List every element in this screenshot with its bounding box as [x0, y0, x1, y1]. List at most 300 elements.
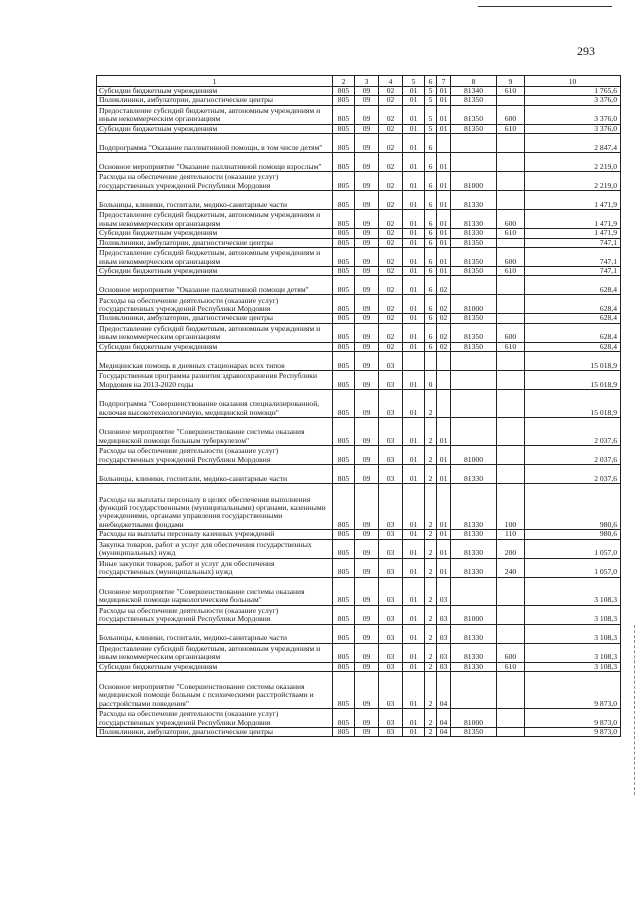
code-cell: 09	[355, 352, 379, 371]
code-cell: 81350	[451, 124, 497, 133]
table-row	[97, 96, 621, 105]
row-name-cell: Больницы, клиники, госпитали, медико-санитарные части	[97, 191, 333, 210]
code-cell: 805	[333, 728, 355, 737]
code-cell: 01	[403, 342, 425, 351]
code-cell: 01	[403, 191, 425, 210]
row-name-cell: Расходы на выплаты персоналу казенных учреждений	[97, 530, 333, 539]
table-row	[97, 342, 621, 351]
code-cell	[497, 238, 525, 247]
code-cell: 805	[333, 153, 355, 172]
column-header: 6	[425, 76, 437, 87]
code-cell: 03	[379, 352, 403, 371]
column-header: 10	[525, 76, 621, 87]
header-rule	[478, 6, 612, 7]
table-body	[97, 87, 621, 737]
code-cell: 09	[355, 172, 379, 191]
code-cell: 2	[425, 418, 437, 446]
amount-cell: 3 376,0	[525, 105, 621, 124]
code-cell: 09	[355, 96, 379, 105]
code-cell: 805	[333, 530, 355, 539]
code-cell: 09	[355, 418, 379, 446]
code-cell: 81330	[451, 558, 497, 577]
code-cell: 03	[437, 624, 451, 643]
code-cell: 6	[425, 267, 437, 276]
table-row	[97, 728, 621, 737]
code-cell: 03	[379, 465, 403, 484]
code-cell: 805	[333, 662, 355, 671]
code-cell: 81000	[451, 605, 497, 624]
code-cell	[497, 672, 525, 709]
code-cell: 2	[425, 605, 437, 624]
code-cell: 81000	[451, 172, 497, 191]
table-row	[97, 191, 621, 210]
code-cell: 09	[355, 577, 379, 605]
code-cell: 600	[497, 105, 525, 124]
code-cell: 01	[403, 124, 425, 133]
code-cell	[497, 624, 525, 643]
code-cell: 805	[333, 558, 355, 577]
code-cell: 600	[497, 248, 525, 267]
code-cell: 02	[379, 314, 403, 323]
table-row	[97, 134, 621, 153]
column-header: 8	[451, 76, 497, 87]
code-cell: 5	[425, 105, 437, 124]
code-cell: 03	[379, 390, 403, 418]
code-cell: 01	[437, 87, 451, 96]
code-cell: 81000	[451, 295, 497, 314]
amount-cell: 3 376,0	[525, 124, 621, 133]
amount-cell: 628,4	[525, 276, 621, 295]
table-row	[97, 484, 621, 530]
code-cell: 81330	[451, 210, 497, 229]
row-name-cell: Расходы на обеспечение деятельности (оказание услуг) государственных учреждений Республики Мордовия	[97, 172, 333, 191]
row-name-cell: Предоставление субсидий бюджетным, автономным учреждениям и иным некоммерческим организациям	[97, 248, 333, 267]
code-cell	[451, 418, 497, 446]
code-cell: 03	[379, 484, 403, 530]
code-cell: 81330	[451, 643, 497, 662]
code-cell: 01	[403, 248, 425, 267]
code-cell: 03	[379, 662, 403, 671]
table-row	[97, 530, 621, 539]
code-cell: 01	[403, 267, 425, 276]
code-cell: 03	[379, 530, 403, 539]
amount-cell: 628,4	[525, 314, 621, 323]
row-name-cell: Предоставление субсидий бюджетным, автономным учреждениям и иным некоммерческим организациям	[97, 323, 333, 342]
code-cell: 03	[379, 418, 403, 446]
row-name-cell: Расходы на обеспечение деятельности (оказание услуг) государственных учреждений Республики Мордовия	[97, 709, 333, 728]
amount-cell: 9 873,0	[525, 709, 621, 728]
code-cell	[497, 605, 525, 624]
code-cell: 805	[333, 709, 355, 728]
code-cell: 01	[437, 238, 451, 247]
row-name-cell: Основное мероприятие "Совершенствование системы оказания медицинской помощи наркологическим больным"	[97, 577, 333, 605]
code-cell	[451, 352, 497, 371]
code-cell: 5	[425, 96, 437, 105]
code-cell: 03	[437, 577, 451, 605]
code-cell: 6	[425, 323, 437, 342]
row-name-cell: Расходы на обеспечение деятельности (оказание услуг) государственных учреждений Республики Мордовия	[97, 295, 333, 314]
amount-cell: 2 037,6	[525, 446, 621, 465]
code-cell: 01	[437, 191, 451, 210]
table-row	[97, 87, 621, 96]
amount-cell: 628,4	[525, 295, 621, 314]
table-row	[97, 124, 621, 133]
code-cell: 01	[403, 484, 425, 530]
page-number: 293	[577, 44, 595, 58]
table-row	[97, 267, 621, 276]
code-cell	[451, 390, 497, 418]
code-cell: 805	[333, 276, 355, 295]
code-cell: 610	[497, 342, 525, 351]
code-cell: 09	[355, 662, 379, 671]
code-cell: 01	[403, 605, 425, 624]
code-cell: 09	[355, 105, 379, 124]
code-cell: 01	[403, 643, 425, 662]
row-name-cell: Предоставление субсидий бюджетным, автономным учреждениям и иным некоммерческим организациям	[97, 643, 333, 662]
row-name-cell: Больницы, клиники, госпитали, медико-санитарные части	[97, 465, 333, 484]
code-cell: 03	[437, 662, 451, 671]
code-cell: 09	[355, 371, 379, 390]
code-cell: 100	[497, 484, 525, 530]
amount-cell: 1 471,9	[525, 191, 621, 210]
row-name-cell: Иные закупки товаров, работ и услуг для обеспечения государственных (муниципальных) нужд	[97, 558, 333, 577]
code-cell: 805	[333, 605, 355, 624]
code-cell: 02	[379, 87, 403, 96]
code-cell: 01	[403, 662, 425, 671]
code-cell	[497, 390, 525, 418]
amount-cell: 1 765,6	[525, 87, 621, 96]
code-cell	[497, 418, 525, 446]
amount-cell: 1 471,9	[525, 210, 621, 229]
amount-cell: 2 037,6	[525, 465, 621, 484]
code-cell: 6	[425, 134, 437, 153]
table-row	[97, 153, 621, 172]
code-cell: 110	[497, 530, 525, 539]
code-cell: 805	[333, 484, 355, 530]
code-cell: 6	[425, 229, 437, 238]
code-cell: 6	[425, 314, 437, 323]
code-cell: 81350	[451, 342, 497, 351]
code-cell: 2	[425, 662, 437, 671]
row-name-cell: Поликлиники, амбулатории, диагностические центры	[97, 314, 333, 323]
code-cell: 0	[425, 371, 437, 390]
code-cell	[497, 709, 525, 728]
code-cell: 81350	[451, 323, 497, 342]
table-row	[97, 643, 621, 662]
code-cell: 09	[355, 465, 379, 484]
code-cell: 09	[355, 124, 379, 133]
table-row	[97, 276, 621, 295]
code-cell: 805	[333, 238, 355, 247]
code-cell: 81330	[451, 229, 497, 238]
code-cell: 600	[497, 643, 525, 662]
table-row	[97, 238, 621, 247]
code-cell	[497, 96, 525, 105]
code-cell: 04	[437, 728, 451, 737]
code-cell: 610	[497, 124, 525, 133]
code-cell: 2	[425, 465, 437, 484]
code-cell: 09	[355, 248, 379, 267]
code-cell: 805	[333, 96, 355, 105]
code-cell: 600	[497, 323, 525, 342]
code-cell: 81350	[451, 728, 497, 737]
row-name-cell: Основное мероприятие "Совершенствование системы оказания медицинской помощи больным с психическими расстройствами и расстройствами поведения"	[97, 672, 333, 709]
row-name-cell: Субсидии бюджетным учреждениям	[97, 662, 333, 671]
code-cell: 03	[379, 672, 403, 709]
code-cell: 02	[379, 267, 403, 276]
code-cell: 81330	[451, 530, 497, 539]
code-cell: 805	[333, 446, 355, 465]
code-cell: 03	[379, 624, 403, 643]
amount-cell: 3 108,3	[525, 605, 621, 624]
code-cell: 09	[355, 728, 379, 737]
code-cell: 200	[497, 539, 525, 558]
code-cell: 01	[403, 153, 425, 172]
column-header: 1	[97, 76, 333, 87]
code-cell	[425, 352, 437, 371]
table-row	[97, 577, 621, 605]
code-cell: 09	[355, 390, 379, 418]
code-cell: 81330	[451, 484, 497, 530]
code-cell: 01	[403, 276, 425, 295]
code-cell: 03	[437, 605, 451, 624]
code-cell: 610	[497, 229, 525, 238]
row-name-cell: Закупка товаров, работ и услуг для обеспечения государственных (муниципальных) нужд	[97, 539, 333, 558]
code-cell: 805	[333, 371, 355, 390]
code-cell: 01	[437, 267, 451, 276]
row-name-cell: Поликлиники, амбулатории, диагностические центры	[97, 238, 333, 247]
table-row	[97, 624, 621, 643]
code-cell: 805	[333, 134, 355, 153]
table-row	[97, 229, 621, 238]
amount-cell: 747,1	[525, 238, 621, 247]
code-cell: 01	[403, 558, 425, 577]
code-cell: 01	[403, 238, 425, 247]
code-cell: 805	[333, 643, 355, 662]
amount-cell: 3 376,0	[525, 96, 621, 105]
amount-cell: 2 847,4	[525, 134, 621, 153]
table-row	[97, 295, 621, 314]
code-cell: 03	[379, 446, 403, 465]
code-cell: 01	[403, 709, 425, 728]
code-cell: 09	[355, 643, 379, 662]
code-cell: 01	[403, 172, 425, 191]
code-cell: 03	[379, 371, 403, 390]
code-cell: 01	[403, 672, 425, 709]
code-cell: 09	[355, 323, 379, 342]
row-name-cell: Расходы на обеспечение деятельности (оказание услуг) государственных учреждений Республики Мордовия	[97, 446, 333, 465]
code-cell: 01	[403, 105, 425, 124]
code-cell: 805	[333, 210, 355, 229]
code-cell: 240	[497, 558, 525, 577]
code-cell	[497, 276, 525, 295]
code-cell: 09	[355, 342, 379, 351]
code-cell: 01	[437, 558, 451, 577]
code-cell: 09	[355, 295, 379, 314]
table-row	[97, 605, 621, 624]
code-cell: 01	[437, 465, 451, 484]
code-cell: 805	[333, 229, 355, 238]
row-name-cell: Субсидии бюджетным учреждениям	[97, 267, 333, 276]
code-cell: 805	[333, 465, 355, 484]
scan-edge-mark	[634, 625, 638, 795]
code-cell: 805	[333, 352, 355, 371]
code-cell: 81350	[451, 105, 497, 124]
code-cell: 81000	[451, 446, 497, 465]
code-cell: 09	[355, 134, 379, 153]
code-cell	[451, 276, 497, 295]
code-cell: 09	[355, 238, 379, 247]
code-cell: 805	[333, 87, 355, 96]
code-cell: 81330	[451, 465, 497, 484]
code-cell	[437, 352, 451, 371]
table-row	[97, 558, 621, 577]
code-cell: 02	[379, 172, 403, 191]
code-cell: 09	[355, 558, 379, 577]
code-cell: 2	[425, 484, 437, 530]
code-cell: 01	[437, 153, 451, 172]
code-cell: 01	[403, 229, 425, 238]
code-cell: 6	[425, 238, 437, 247]
amount-cell: 1 471,9	[525, 229, 621, 238]
code-cell	[437, 371, 451, 390]
code-cell: 09	[355, 267, 379, 276]
code-cell: 01	[437, 172, 451, 191]
amount-cell: 9 873,0	[525, 728, 621, 737]
code-cell: 02	[437, 295, 451, 314]
code-cell: 02	[379, 342, 403, 351]
amount-cell: 9 873,0	[525, 672, 621, 709]
code-cell: 805	[333, 314, 355, 323]
row-name-cell: Расходы на выплаты персоналу в целях обеспечения выполнения функций государственными (муниципальными) органами, казенными учреждениями, органами управления государственными внебюджетными фондами	[97, 484, 333, 530]
code-cell: 805	[333, 295, 355, 314]
code-cell: 09	[355, 530, 379, 539]
code-cell: 2	[425, 709, 437, 728]
amount-cell: 15 018,9	[525, 352, 621, 371]
code-cell: 01	[403, 295, 425, 314]
table-row	[97, 672, 621, 709]
code-cell: 610	[497, 267, 525, 276]
code-cell: 02	[379, 134, 403, 153]
code-cell	[497, 134, 525, 153]
row-name-cell: Предоставление субсидий бюджетным, автономным учреждениям и иным некоммерческим организациям	[97, 210, 333, 229]
column-header: 4	[379, 76, 403, 87]
row-name-cell: Субсидии бюджетным учреждениям	[97, 87, 333, 96]
row-name-cell: Подпрограмма "Оказание паллиативной помощи, в том числе детям"	[97, 134, 333, 153]
code-cell: 03	[379, 577, 403, 605]
row-name-cell: Поликлиники, амбулатории, диагностические центры	[97, 728, 333, 737]
row-name-cell: Расходы на обеспечение деятельности (оказание услуг) государственных учреждений Республики Мордовия	[97, 605, 333, 624]
row-name-cell: Государственная программа развития здравоохранения Республики Мордовия на 2013-2020 годы	[97, 371, 333, 390]
code-cell: 03	[379, 558, 403, 577]
code-cell: 6	[425, 342, 437, 351]
code-cell: 805	[333, 267, 355, 276]
code-cell: 09	[355, 605, 379, 624]
code-cell: 805	[333, 342, 355, 351]
code-cell	[437, 390, 451, 418]
code-cell: 09	[355, 210, 379, 229]
code-cell: 6	[425, 172, 437, 191]
code-cell: 02	[379, 210, 403, 229]
code-cell	[497, 295, 525, 314]
code-cell: 805	[333, 577, 355, 605]
amount-cell: 15 018,9	[525, 371, 621, 390]
code-cell: 2	[425, 558, 437, 577]
amount-cell: 2 037,6	[525, 418, 621, 446]
column-header: 2	[333, 76, 355, 87]
column-header: 7	[437, 76, 451, 87]
row-name-cell: Подпрограмма "Совершенствование оказания специализированной, включая высокотехнологичную, медицинской помощи"	[97, 390, 333, 418]
column-header: 5	[403, 76, 425, 87]
code-cell	[437, 134, 451, 153]
code-cell: 01	[437, 539, 451, 558]
table-row	[97, 172, 621, 191]
code-cell: 2	[425, 446, 437, 465]
code-cell	[497, 446, 525, 465]
code-cell: 01	[403, 314, 425, 323]
table-row	[97, 539, 621, 558]
code-cell: 805	[333, 191, 355, 210]
row-name-cell: Основное мероприятие "Оказание паллиативной помощи детям"	[97, 276, 333, 295]
table-row	[97, 465, 621, 484]
code-cell: 01	[403, 134, 425, 153]
code-cell: 01	[437, 105, 451, 124]
code-cell	[403, 352, 425, 371]
code-cell: 81330	[451, 539, 497, 558]
code-cell: 805	[333, 323, 355, 342]
code-cell: 2	[425, 530, 437, 539]
code-cell: 5	[425, 124, 437, 133]
amount-cell: 3 108,3	[525, 643, 621, 662]
code-cell: 01	[403, 530, 425, 539]
code-cell: 02	[379, 153, 403, 172]
code-cell	[497, 728, 525, 737]
code-cell	[497, 191, 525, 210]
code-cell: 01	[403, 323, 425, 342]
column-header: 3	[355, 76, 379, 87]
row-name-cell: Основное мероприятие "Совершенствование системы оказания медицинской помощи больным туберкулезом"	[97, 418, 333, 446]
code-cell	[451, 134, 497, 153]
code-cell: 6	[425, 153, 437, 172]
code-cell: 09	[355, 624, 379, 643]
code-cell: 01	[403, 728, 425, 737]
code-cell: 6	[425, 276, 437, 295]
code-cell: 04	[437, 672, 451, 709]
code-cell: 02	[379, 238, 403, 247]
table-header-row	[97, 76, 621, 87]
code-cell: 610	[497, 87, 525, 96]
code-cell: 01	[437, 124, 451, 133]
code-cell	[451, 371, 497, 390]
code-cell: 805	[333, 124, 355, 133]
amount-cell: 15 018,9	[525, 390, 621, 418]
code-cell: 01	[403, 624, 425, 643]
code-cell: 03	[379, 709, 403, 728]
amount-cell: 980,6	[525, 484, 621, 530]
code-cell: 81350	[451, 314, 497, 323]
table-row	[97, 210, 621, 229]
code-cell: 6	[425, 210, 437, 229]
row-name-cell: Медицинская помощь в дневных стационарах всех типов	[97, 352, 333, 371]
row-name-cell: Основное мероприятие "Оказание паллиативной помощи взрослым"	[97, 153, 333, 172]
table-row	[97, 105, 621, 124]
amount-cell: 1 057,0	[525, 539, 621, 558]
code-cell: 2	[425, 539, 437, 558]
table-row	[97, 371, 621, 390]
code-cell: 03	[437, 643, 451, 662]
code-cell	[497, 314, 525, 323]
code-cell: 01	[437, 96, 451, 105]
